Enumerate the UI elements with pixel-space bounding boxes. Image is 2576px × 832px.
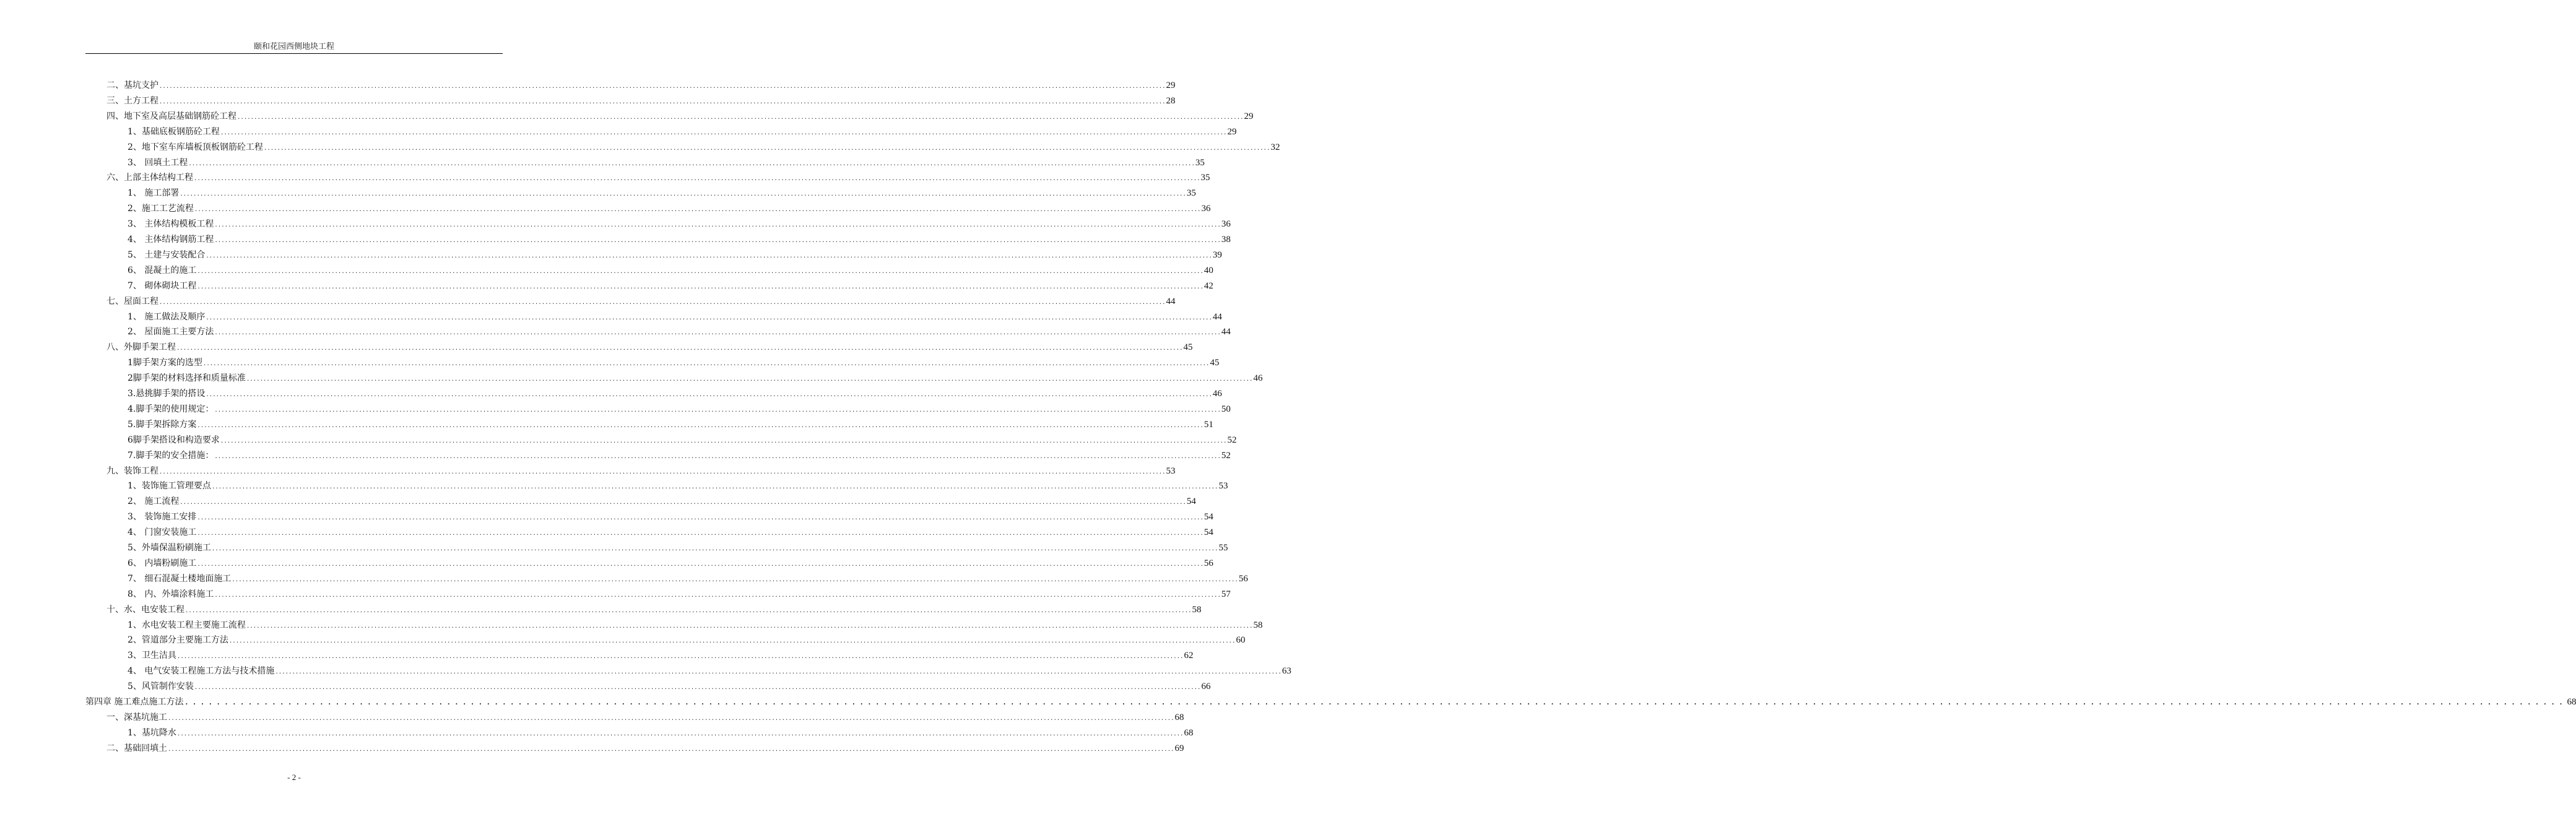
toc-entry-title: 1、水电安装工程主要施工流程 [128,620,246,630]
toc-entry-title: 九、装饰工程 [106,466,158,476]
toc-entry-page: 53 [1218,481,1228,492]
toc-entry-page: 35 [1200,173,1210,183]
toc-entry[interactable] [106,294,1176,309]
toc-entry-page: 56 [1203,558,1213,568]
toc-entry-page: 53 [1166,466,1176,476]
toc-entry-title: 十、水、电安装工程 [106,604,184,615]
toc-entry-page: 46 [1253,373,1263,384]
toc-entry-title: 2、地下室车库墙板顶板钢筋砼工程 [128,142,263,152]
toc-dot-leader: ............................................................................................................................................................................................................................................................................................................ [176,345,1183,352]
toc-entry[interactable] [106,741,1184,756]
toc-entry[interactable] [128,679,1211,694]
toc-entry-page: 36 [1201,204,1211,214]
toc-entry-page: 68 [2567,697,2576,707]
toc-entry[interactable] [128,140,1280,155]
toc-dot-leader: ............................................................................................................................................................................................................................................................................................................ [214,222,1221,229]
toc-entry[interactable] [128,201,1211,216]
toc-entry[interactable] [106,109,1254,124]
toc-dot-leader: ............................................................................................................................................................................................................................................................................................................ [176,730,1184,737]
toc-entry[interactable] [128,494,1196,509]
toc-dot-leader: ............................................................................................................................................................................................................................................................................................................ [197,531,1203,537]
toc-entry[interactable] [128,618,1263,633]
toc-entry-page: 50 [1221,404,1231,414]
toc-entry-title: 7、 砌体砌块工程 [128,280,197,291]
toc-entry[interactable] [106,170,1210,185]
toc-entry-title: 3、 主体结构模板工程 [128,219,214,230]
toc-entry-title: 1、 施工部署 [128,188,180,199]
toc-entry-page: 44 [1212,311,1222,322]
toc-entry[interactable] [128,217,1231,232]
toc-dot-leader: ............................................................................................................................................................................................................................................................................................................ [185,607,1192,614]
toc-entry[interactable] [128,664,1291,678]
toc-entry[interactable] [128,525,1213,540]
toc-dot-leader: ............................................................................................................................................................................................................................................................................................................ [197,284,1203,290]
toc-entry[interactable] [128,587,1231,602]
toc-entry-page: 55 [1218,543,1228,553]
toc-entry-page: 32 [1270,142,1280,152]
toc-entry-page: 45 [1210,358,1220,368]
toc-entry-title: 二、基础回填土 [106,743,167,753]
toc-dot-leader: ............................................................................................................................................................................................................................................................................................................ [237,114,1244,121]
toc-entry-page: 44 [1221,327,1231,337]
toc-entry[interactable] [128,124,1237,139]
toc-entry[interactable] [106,710,1184,725]
toc-entry-title: 2、施工工艺流程 [128,204,194,214]
toc-entry-title: 2、 施工流程 [128,496,180,507]
toc-entry-page: 46 [1212,389,1222,399]
toc-dot-leader: ............................................................................................................................................................................................................................................................................................................ [176,654,1184,661]
toc-entry[interactable] [128,386,1222,401]
toc-entry-title: 1、 施工做法及顺序 [128,311,206,322]
toc-dot-leader: ............................................................................................................................................................................................................................................................................................................ [188,160,1195,167]
page-number: - 2 - [287,773,301,782]
toc-dot-leader: ............................................................................................................................................................................................................................................................................................................ [206,392,1212,398]
toc-dot-leader: ............................................................................................................................................................................................................................................................................................................ [214,592,1221,599]
toc-entry-title: 8、 内、外墙涂料施工 [128,589,214,599]
toc-entry-title: 4、 门窗安装施工 [128,527,197,538]
toc-entry-page: 68 [1174,712,1184,722]
toc-entry-title: 三、土方工程 [106,95,158,106]
toc-entry-title: 3.悬挑脚手架的搭设 [128,389,206,399]
toc-entry[interactable] [85,695,2576,709]
toc-dot-leader: ............................................................................................................................................................................................................................................................................................................ [197,268,1203,275]
toc-dot-leader: ............................................................................................................................................................................................................................................................................................................ [194,176,1200,183]
toc-entry-title: 1脚手架方案的选型 [128,358,202,368]
toc-entry-page: 54 [1203,527,1213,538]
toc-entry[interactable] [106,340,1193,355]
toc-entry-title: 6、 混凝土的施工 [128,265,197,275]
toc-entry[interactable] [128,540,1228,555]
toc-dot-leader: ............................................................................................................................................................................................................................................................................................................ [197,561,1203,568]
toc-entry[interactable] [128,371,1263,386]
header-rule [85,53,503,54]
toc-entry-title: 6脚手架搭设和构造要求 [128,435,220,445]
toc-dot-leader: ............................................................................................................................................................................................................................................................................................................ [214,238,1221,244]
toc-entry-page: 44 [1166,296,1176,306]
toc-dot-leader: ............................................................................................................................................................................................................................................................................................................ [159,469,1166,475]
toc-dot-leader: ............................................................................................................................................................................................................................................................................................................ [194,685,1201,691]
toc-entry-title: 八、外脚手架工程 [106,342,176,353]
toc-entry-page: 51 [1203,419,1213,430]
toc-entry-title: 7.脚手架的安全措施： [128,450,214,461]
toc-entry[interactable] [128,417,1213,432]
toc-entry[interactable] [128,509,1213,524]
toc-entry-title: 5、风管制作安装 [128,682,194,692]
toc-entry[interactable] [128,648,1194,663]
toc-entry-page: 52 [1221,450,1231,461]
toc-entry-title: 二、基坑支护 [106,80,158,90]
running-header: 颐和花园西侧地块工程 [253,42,334,51]
toc-entry-page: 54 [1186,496,1196,507]
toc-dot-leader: ............................................................................................................................................................................................................................................................................................................ [211,484,1218,491]
toc-dot-leader: ............................................................................................................................................................................................................................................................................................................ [214,330,1221,337]
toc-entry[interactable] [128,556,1213,571]
toc-entry[interactable] [128,324,1231,339]
toc-entry-title: 四、地下室及高层基础钢筋砼工程 [106,111,236,121]
toc-entry-page: 58 [1253,620,1263,630]
toc-dot-leader: ............................................................................................................................................................................................................................................................................................................ [184,698,2567,707]
toc-dot-leader: ............................................................................................................................................................................................................................................................................................................ [197,515,1203,522]
toc-entry-page: 57 [1221,589,1231,599]
toc-entry[interactable] [106,464,1176,479]
toc-dot-leader: ............................................................................................................................................................................................................................................................................................................ [159,299,1166,306]
toc-entry-page: 29 [1244,111,1254,121]
toc-entry[interactable] [106,93,1176,108]
toc-entry-title: 5、 土建与安装配合 [128,249,206,260]
toc-entry-page: 52 [1227,435,1237,445]
toc-entry-page: 45 [1183,342,1193,353]
toc-entry-page: 63 [1281,666,1291,677]
toc-dot-leader: ............................................................................................................................................................................................................................................................................................................ [180,500,1186,506]
toc-dot-leader: ............................................................................................................................................................................................................................................................................................................ [197,422,1203,429]
toc-entry-page: 38 [1221,235,1231,245]
toc-entry[interactable] [106,78,1176,93]
toc-dot-leader: ............................................................................................................................................................................................................................................................................................................ [246,623,1253,630]
toc-dot-leader: ............................................................................................................................................................................................................................................................................................................ [206,314,1212,321]
toc-entry-page: 62 [1184,651,1194,661]
toc-entry-title: 七、屋面工程 [106,296,158,306]
toc-entry-title: 5.脚手架拆除方案 [128,419,197,430]
toc-entry[interactable] [128,310,1222,324]
toc-entry-title: 2、 屋面施工主要方法 [128,327,214,337]
toc-dot-leader: ............................................................................................................................................................................................................................................................................................................ [220,129,1227,136]
toc-entry[interactable] [128,448,1231,463]
toc-entry-title: 4.脚手架的使用规定： [128,404,214,414]
toc-entry-page: 39 [1212,249,1222,260]
toc-dot-leader: ............................................................................................................................................................................................................................................................................................................ [232,576,1238,583]
toc-entry-page: 42 [1203,280,1213,291]
toc-entry[interactable] [128,571,1248,586]
toc-entry[interactable] [128,633,1246,648]
toc-entry-title: 3、卫生洁具 [128,651,176,661]
toc-entry-page: 35 [1186,188,1196,199]
toc-dot-leader: ............................................................................................................................................................................................................................................................................................................ [246,376,1253,383]
toc-entry[interactable] [128,279,1213,293]
toc-entry-title: 3、 装饰施工安排 [128,512,197,522]
toc-entry-page: 69 [1174,743,1184,753]
toc-entry-title: 1、基础底板钢筋砼工程 [128,126,220,137]
toc-entry[interactable] [128,263,1213,278]
toc-dot-leader: ............................................................................................................................................................................................................................................................................................................ [180,191,1186,198]
toc-entry-page: 40 [1203,265,1213,275]
toc-entry-title: 第四章 施工难点施工方法 [85,697,184,707]
toc-dot-leader: ............................................................................................................................................................................................................................................................................................................ [194,207,1201,214]
toc-entry-page: 35 [1195,157,1205,168]
toc-entry[interactable] [128,479,1228,493]
toc-entry[interactable] [128,726,1194,740]
toc-entry-title: 4、 主体结构钢筋工程 [128,235,214,245]
toc-dot-leader: ............................................................................................................................................................................................................................................................................................................ [214,407,1221,414]
toc-entry-title: 2脚手架的材料选择和质量标准 [128,373,246,384]
toc-entry-page: 58 [1192,604,1202,615]
toc-dot-leader: ............................................................................................................................................................................................................................................................................................................ [263,145,1270,152]
toc-dot-leader: ............................................................................................................................................................................................................................................................................................................ [211,546,1218,552]
toc-entry-title: 3、 回填土工程 [128,157,188,168]
toc-entry[interactable] [128,186,1196,201]
toc-entry-page: 29 [1227,126,1237,137]
toc-entry-title: 4、 电气安装工程施工方法与技术措施 [128,666,275,677]
toc-dot-leader: ............................................................................................................................................................................................................................................................................................................ [220,438,1227,444]
toc-dot-leader: ............................................................................................................................................................................................................................................................................................................ [275,669,1281,676]
toc-entry-page: 29 [1166,80,1176,90]
toc-entry[interactable] [128,355,1220,370]
toc-dot-leader: ............................................................................................................................................................................................................................................................................................................ [214,453,1221,460]
toc-dot-leader: ............................................................................................................................................................................................................................................................................................................ [228,638,1236,645]
toc-entry-page: 28 [1166,95,1176,106]
toc-entry-page: 68 [1184,727,1194,738]
toc-entry-title: 6、 内墙粉刷施工 [128,558,197,568]
toc-entry-page: 56 [1238,573,1248,584]
toc-dot-leader: ............................................................................................................................................................................................................................................................................................................ [168,746,1174,753]
toc-entry-title: 7、 细石混凝土楼地面施工 [128,573,232,584]
toc-entry-title: 1、装饰施工管理要点 [128,481,211,492]
toc-dot-leader: ............................................................................................................................................................................................................................................................................................................ [159,84,1166,90]
toc-entry-title: 一、深基坑施工 [106,712,167,722]
toc-dot-leader: ............................................................................................................................................................................................................................................................................................................ [206,253,1212,259]
toc-entry-page: 36 [1221,219,1231,230]
toc-entry[interactable] [128,402,1231,417]
toc-entry-title: 5、外墙保温粉刷施工 [128,543,211,553]
toc-entry-title: 六、上部主体结构工程 [106,173,193,183]
toc-entry[interactable] [106,602,1202,617]
toc-entry-title: 1、基坑降水 [128,727,176,738]
toc-dot-leader: ............................................................................................................................................................................................................................................................................................................ [159,98,1166,105]
toc-entry[interactable] [128,155,1205,170]
toc-entry-page: 54 [1203,512,1213,522]
toc-dot-leader: ............................................................................................................................................................................................................................................................................................................ [168,715,1174,722]
toc-entry[interactable] [128,248,1222,262]
toc-entry[interactable] [128,232,1231,247]
toc-dot-leader: ............................................................................................................................................................................................................................................................................................................ [202,361,1210,368]
toc-entry-page: 66 [1201,682,1211,692]
toc-entry-page: 60 [1236,635,1246,646]
toc-entry[interactable] [128,433,1237,448]
toc-entry-title: 2、管道部分主要施工方法 [128,635,228,646]
